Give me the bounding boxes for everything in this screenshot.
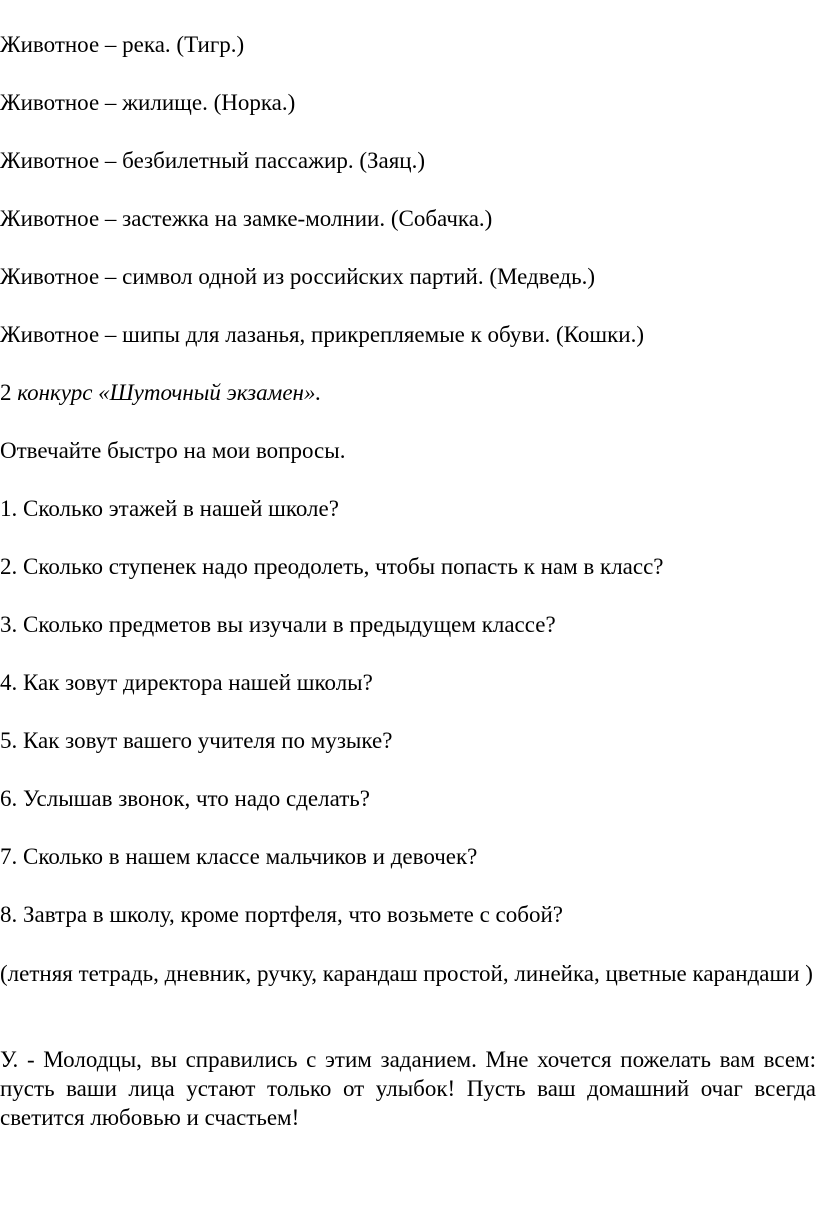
question-item: 1. Сколько этажей в нашей школе? [0, 496, 339, 521]
riddle-line: Животное – жилище. (Норка.) [0, 90, 296, 115]
instruction-text: Отвечайте быстро на мои вопросы. [0, 438, 346, 463]
question-item: 8. Завтра в школу, кроме портфеля, что возьмете с собой? [0, 902, 563, 927]
closing-paragraph: У. - Молодцы, вы справились с этим заданием. Мне хочется пожелать вам всем: пусть ваши лица устают только от улыбок! Пусть ваш домашний очаг всегда светится любовью и счастьем! [0, 1047, 816, 1130]
question-item: 7. Сколько в нашем классе мальчиков и девочек? [0, 844, 478, 869]
riddle-line: Животное – река. (Тигр.) [0, 32, 245, 57]
riddle-line: Животное – застежка на замке-молнии. (Собачка.) [0, 206, 493, 231]
answer-note: (летняя тетрадь, дневник, ручку, карандаш простой, линейка, цветные карандаши ) [0, 961, 813, 986]
question-item: 2. Сколько ступенек надо преодолеть, чтобы попасть к нам в класс? [0, 554, 664, 579]
question-item: 4. Как зовут директора нашей школы? [0, 670, 373, 695]
question-item: 6. Услышав звонок, что надо сделать? [0, 786, 370, 811]
question-item: 3. Сколько предметов вы изучали в предыдущем классе? [0, 612, 556, 637]
riddle-line: Животное – шипы для лазанья, прикрепляемые к обуви. (Кошки.) [0, 322, 644, 347]
contest-title: конкурс «Шуточный экзамен». [17, 380, 322, 405]
contest-number: 2 [0, 380, 18, 405]
contest-heading [0, 379, 321, 407]
question-item: 5. Как зовут вашего учителя по музыке? [0, 728, 393, 753]
riddle-line: Животное – символ одной из российских партий. (Медведь.) [0, 264, 595, 289]
riddle-line: Животное – безбилетный пассажир. (Заяц.) [0, 148, 426, 173]
